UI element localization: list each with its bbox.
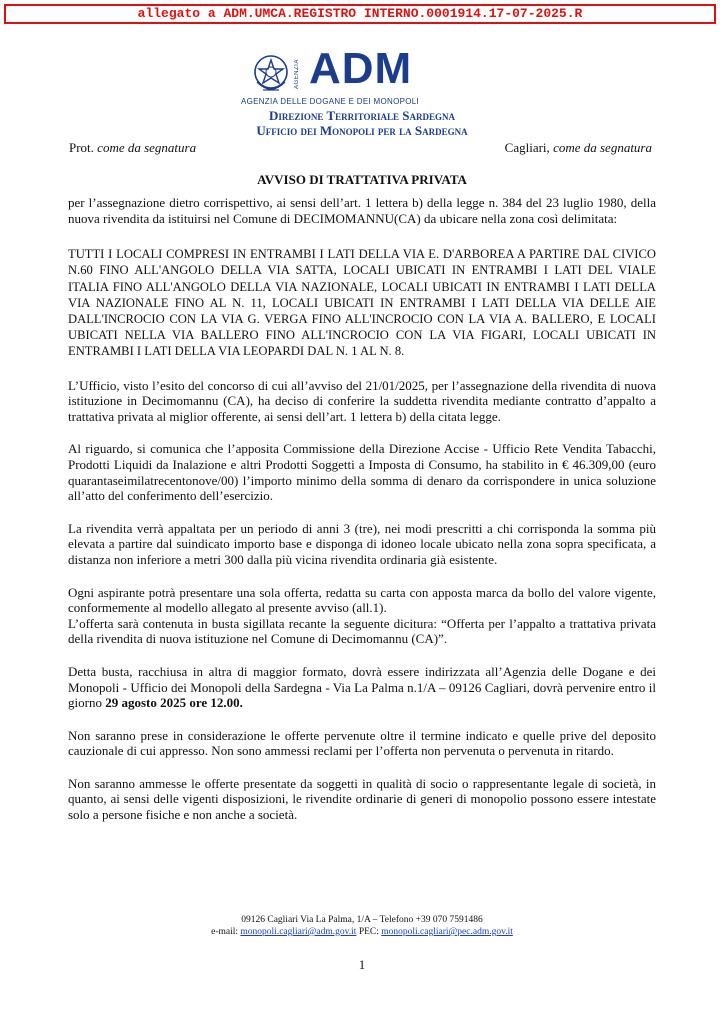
protocol-line <box>69 140 196 156</box>
paragraph-companies: Non saranno ammesse le offerte presentate da soggetti in qualità di socio o rappresentante legale di società, in quanto, ai sensi delle vigenti disposizioni, le rivendite ordinarie di generi di monopolio possono essere intestate solo a persone fisiche e non anche a società. <box>68 775 656 823</box>
place-date-line <box>505 140 652 156</box>
footer-contacts <box>0 926 724 938</box>
paragraph-intro: per l’assegnazione dietro corrispettivo, ai sensi dell’art. 1 lettera b) della legge n. 384 del 23 luglio 1980, della nuova rivendita da istituirsi nel Comune di DECIMOMANNU(CA) da ubicare nella zona così delimitata: <box>68 195 656 226</box>
document-title: AVVISO DI TRATTATIVA PRIVATA <box>257 172 467 187</box>
agency-name: AGENZIA DELLE DOGANE E DEI MONOPOLI <box>240 97 420 106</box>
paragraph-late-offers: Non saranno prese in considerazione le offerte pervenute oltre il termine indicato e quelle prive del deposito cauzionale di cui appresso. Non sono ammessi reclami per l’offerta non pervenuta o pervenuta in ritardo. <box>68 727 656 759</box>
pec-link[interactable]: monopoli.cagliari@pec.adm.gov.it <box>381 927 513 937</box>
address-text: Detta busta, racchiusa in altra di maggior formato, dovrà essere indirizzata all’Agenzia delle Dogane e dei Monopoli - Ufficio dei Monopoli della Sardegna - Via La Palma n.1/A – 09126 Cagliari, dovrà pervenire entro il giorno <box>68 663 656 711</box>
pec-label: PEC: <box>358 927 379 937</box>
paragraph-minimum-amount: Al riguardo, si comunica che l’apposita Commissione della Direzione Accise - Ufficio Rete Vendita Tabacchi, Prodotti Liquidi da Inalazione e altri Prodotti Soggetti a Imposta di Consumo, ha stabilito in € 46.309,00 (euro quarantaseimilatrecentonove/00) l’importo minimo della somma di denaro da corrispondere in unica soluzione all’atto del conferimento dell’esercizio. <box>68 441 656 504</box>
paragraph-offer: Ogni aspirante potrà presentare una sola offerta, redatta su carta con apposta marca da bollo del valore vigente, conformemente al modello allegato al presente avviso (all.1). <box>68 584 656 616</box>
paragraph-envelope: L’offerta sarà contenuta in busta sigillata recante la seguente dicitura: “Offerta per l’appalto a trattativa privata della rivendita di nuova istituzione nel Comune di Decimomannu (CA)”. <box>68 615 656 647</box>
italian-republic-emblem-icon <box>251 52 291 96</box>
email-label: e-mail: <box>211 927 239 937</box>
footer-address: 09126 Cagliari Via La Palma, 1/A – Telefono +39 070 7591486 <box>241 915 483 925</box>
adm-logo: ADM <box>309 44 413 93</box>
place-label: Cagliari, <box>504 140 550 155</box>
email-link[interactable]: monopoli.cagliari@adm.gov.it <box>240 927 357 937</box>
paragraph-zone: TUTTI I LOCALI COMPRESI IN ENTRAMBI I LATI DELLA VIA E. D'ARBOREA A PARTIRE DAL CIVICO N.60 FINO ALL'ANGOLO DELLA VIA SATTA, LOCALI UBICATI IN ENTRAMBI I LATI DEL VIALE ITALIA FINO ALL'ANGOLO DELLA VIA NAZIONALE, LOCALI UBICATI IN ENTRAMBI I LATI DELLA VIA NAZIONALE FINO AL N. 11, LOCALI UBICATI IN ENTRAMBI I LATI DELLA VIA DELLE AIE DALL'INCROCIO CON LA VIA G. VERGA FINO ALL'INCROCIO CON LA VIA A. BALLERO, E LOCALI UBICATI NELLA VIA BALLERO FINO ALL'INCROCIO CON LA VIA FIGARI, LOCALI UBICATI IN ENTRAMBI I LATI DELLA VIA LEOPARDI DAL N. 1 AL N. 8. <box>68 247 656 359</box>
page-number: 1 <box>358 957 366 972</box>
direction-name: Direzione Territoriale Sardegna <box>269 108 455 123</box>
prot-label: Prot. <box>69 140 94 155</box>
office-name: Ufficio dei Monopoli per la Sardegna <box>256 123 468 138</box>
paragraph-address <box>68 664 656 711</box>
page-footer <box>0 914 724 938</box>
paragraph-decision: L’Ufficio, visto l’esito del concorso di cui all’avviso del 21/01/2025, per l’assegnazione della rivendita di nuova istituzione in Decimomannu (CA), ha deciso di conferire la suddetta rivendita mediante contratto d’appalto a trattativa privata al miglior offerente, ai sensi dell’art. 1 lettera b) della citata legge. <box>68 377 656 424</box>
date-value: come da segnatura <box>553 140 652 155</box>
protocol-stamp: allegato a ADM.UMCA.REGISTRO INTERNO.0001914.17-07-2025.R <box>4 4 716 24</box>
paragraph-duration: La rivendita verrà appaltata per un periodo di anni 3 (tre), nei modi prescritti a chi corrisponda la somma più elevata a partire dal suindicato importo base e disponga di idoneo locale ubicato nella zona sopra specificata, a distanza non inferiore a metri 300 dalla più vicina rivendita ordinaria già esistente. <box>68 520 656 567</box>
agency-vertical-text: AGENZIA <box>294 59 300 89</box>
prot-value: come da segnatura <box>97 140 197 155</box>
document-body <box>68 195 656 823</box>
deadline: 29 agosto 2025 ore 12.00. <box>105 695 243 711</box>
